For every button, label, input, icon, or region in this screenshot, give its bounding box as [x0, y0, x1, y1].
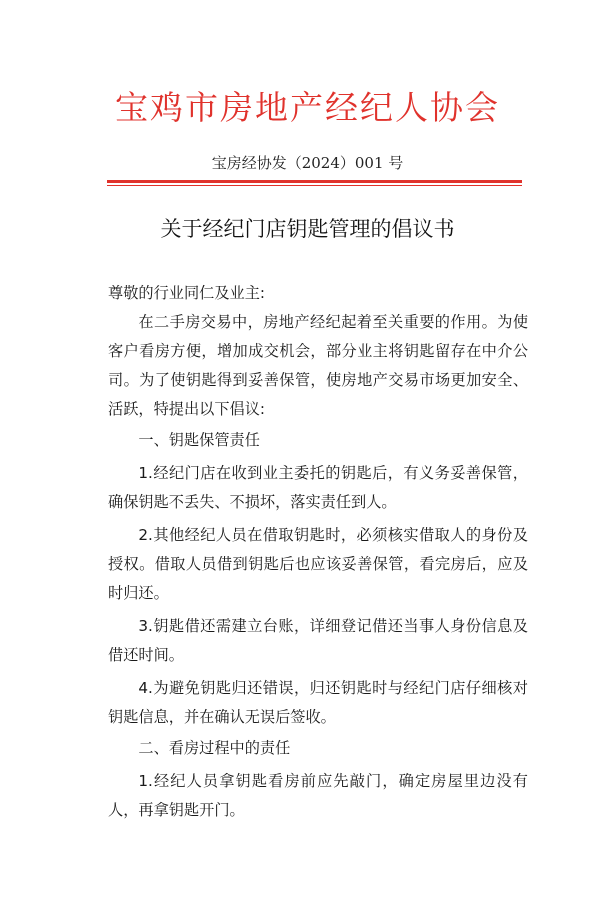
intro-paragraph: 在二手房交易中，房地产经纪起着至关重要的作用。为使客户看房方便，增加成交机会，部分业主将钥匙留存在中介公司。为了使钥匙得到妥善保管，使房地产交易市场更加安全、活跃，特提出以下倡议: — [108, 313, 528, 418]
red-divider-thin — [107, 185, 522, 186]
section-1-heading: 一、钥匙保管责任 — [138, 431, 260, 449]
org-name-heading: 宝鸡市房地产经纪人协会 — [115, 88, 500, 127]
red-divider-thick — [107, 180, 522, 183]
salutation: 尊敬的行业同仁及业主: — [108, 284, 265, 302]
document-number: 宝房经协发（2024）001 号 — [211, 154, 404, 172]
section-1-item-4: 4.为避免钥匙归还错误，归还钥匙时与经纪门店仔细核对钥匙信息，并在确认无误后签收。 — [108, 679, 528, 726]
document-body — [108, 279, 528, 825]
section-2-item-1: 1.经纪人员拿钥匙看房前应先敲门，确定房屋里边没有人，再拿钥匙开门。 — [108, 772, 528, 819]
section-1-item-1: 1.经纪门店在收到业主委托的钥匙后，有义务妥善保管，确保钥匙不丢失、不损坏，落实责任到人。 — [108, 464, 528, 511]
section-1-item-3: 3.钥匙借还需建立台账，详细登记借还当事人身份信息及借还时间。 — [108, 617, 528, 664]
section-1-item-2: 2.其他经纪人员在借取钥匙时，必须核实借取人的身份及授权。借取人员借到钥匙后也应该妥善保管，看完房后，应及时归还。 — [108, 526, 528, 602]
section-2-heading: 二、看房过程中的责任 — [138, 739, 291, 757]
document-title: 关于经纪门店钥匙管理的倡议书 — [160, 217, 455, 241]
